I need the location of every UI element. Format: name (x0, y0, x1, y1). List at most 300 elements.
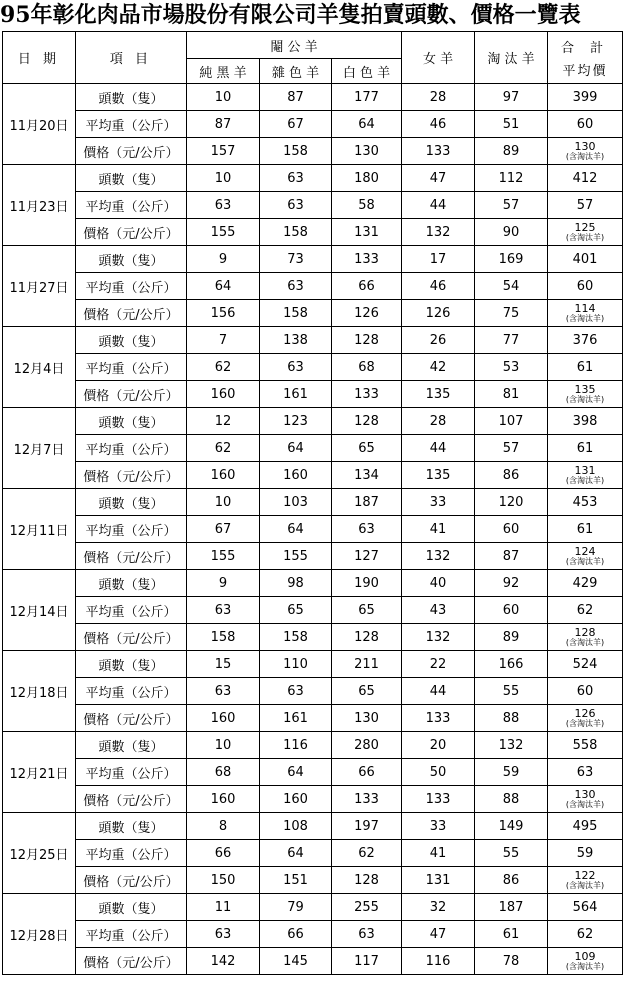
value-cell-white: 130 (332, 138, 402, 165)
average-price-value: 114 (574, 302, 596, 315)
item-label-cell: 價格（元/公斤） (76, 138, 187, 165)
value-cell-pure-black: 10 (187, 165, 260, 192)
value-cell-mixed-color: 108 (260, 813, 332, 840)
value-cell-mixed-color: 67 (260, 111, 332, 138)
value-cell-female: 133 (402, 786, 475, 813)
average-price-value: 135 (574, 383, 596, 396)
value-cell-female: 44 (402, 435, 475, 462)
average-price-note: (含淘汰羊) (565, 476, 605, 485)
item-label-cell: 價格（元/公斤） (76, 786, 187, 813)
item-label-cell: 平均重（公斤） (76, 354, 187, 381)
value-cell-total (548, 705, 623, 732)
item-label-cell: 頭數（隻） (76, 246, 187, 273)
value-cell-total: 63 (548, 759, 623, 786)
item-label-cell: 頭數（隻） (76, 327, 187, 354)
value-cell-total (548, 624, 623, 651)
table-row (3, 489, 623, 516)
table-row (3, 516, 623, 543)
value-cell-culled: 112 (475, 165, 548, 192)
item-label-cell: 價格（元/公斤） (76, 381, 187, 408)
value-cell-female: 20 (402, 732, 475, 759)
value-cell-total (548, 381, 623, 408)
value-cell-pure-black: 160 (187, 705, 260, 732)
value-cell-pure-black: 66 (187, 840, 260, 867)
value-cell-pure-black: 160 (187, 381, 260, 408)
value-cell-white: 128 (332, 624, 402, 651)
value-cell-white: 133 (332, 246, 402, 273)
value-cell-total: 429 (548, 570, 623, 597)
item-label-cell: 頭數（隻） (76, 489, 187, 516)
value-cell-mixed-color: 151 (260, 867, 332, 894)
average-price-value: 125 (574, 221, 596, 234)
value-cell-mixed-color: 63 (260, 273, 332, 300)
table-row (3, 894, 623, 921)
value-cell-pure-black: 10 (187, 84, 260, 111)
value-cell-culled: 87 (475, 543, 548, 570)
value-cell-mixed-color: 64 (260, 840, 332, 867)
average-price-note: (含淘汰羊) (565, 719, 605, 728)
value-cell-female: 133 (402, 705, 475, 732)
value-cell-culled: 120 (475, 489, 548, 516)
value-cell-white: 190 (332, 570, 402, 597)
item-label-cell: 頭數（隻） (76, 813, 187, 840)
table-row (3, 138, 623, 165)
value-cell-mixed-color: 158 (260, 300, 332, 327)
value-cell-female: 116 (402, 948, 475, 975)
value-cell-culled: 55 (475, 678, 548, 705)
value-cell-white: 134 (332, 462, 402, 489)
value-cell-white: 133 (332, 786, 402, 813)
value-cell-mixed-color: 64 (260, 516, 332, 543)
value-cell-total (548, 138, 623, 165)
value-cell-total: 495 (548, 813, 623, 840)
value-cell-culled: 187 (475, 894, 548, 921)
date-cell: 12月18日 (3, 651, 76, 732)
value-cell-female: 131 (402, 867, 475, 894)
value-cell-pure-black: 10 (187, 489, 260, 516)
header-pure-black: 純 黑 羊 (187, 59, 260, 84)
value-cell-mixed-color: 87 (260, 84, 332, 111)
value-cell-pure-black: 62 (187, 354, 260, 381)
item-label-cell: 價格（元/公斤） (76, 948, 187, 975)
value-cell-total: 376 (548, 327, 623, 354)
header-date: 日 期 (3, 32, 76, 84)
item-label-cell: 平均重（公斤） (76, 516, 187, 543)
value-cell-white: 130 (332, 705, 402, 732)
table-row (3, 327, 623, 354)
value-cell-culled: 97 (475, 84, 548, 111)
value-cell-female: 22 (402, 651, 475, 678)
item-label-cell: 頭數（隻） (76, 84, 187, 111)
item-label-cell: 平均重（公斤） (76, 273, 187, 300)
item-label-cell: 價格（元/公斤） (76, 705, 187, 732)
value-cell-pure-black: 9 (187, 246, 260, 273)
value-cell-culled: 60 (475, 516, 548, 543)
value-cell-female: 46 (402, 273, 475, 300)
value-cell-mixed-color: 63 (260, 165, 332, 192)
value-cell-culled: 88 (475, 705, 548, 732)
value-cell-female: 28 (402, 84, 475, 111)
value-cell-mixed-color: 160 (260, 786, 332, 813)
value-cell-total: 59 (548, 840, 623, 867)
value-cell-total (548, 867, 623, 894)
value-cell-pure-black: 150 (187, 867, 260, 894)
header-female: 女 羊 (402, 32, 475, 84)
date-cell: 12月28日 (3, 894, 76, 975)
table-row (3, 219, 623, 246)
value-cell-total: 453 (548, 489, 623, 516)
value-cell-mixed-color: 98 (260, 570, 332, 597)
value-cell-mixed-color: 158 (260, 138, 332, 165)
item-label-cell: 頭數（隻） (76, 408, 187, 435)
value-cell-culled: 75 (475, 300, 548, 327)
value-cell-culled: 51 (475, 111, 548, 138)
value-cell-pure-black: 160 (187, 462, 260, 489)
value-cell-total: 61 (548, 516, 623, 543)
item-label-cell: 平均重（公斤） (76, 192, 187, 219)
value-cell-white: 63 (332, 516, 402, 543)
value-cell-female: 17 (402, 246, 475, 273)
table-row (3, 624, 623, 651)
date-cell: 12月21日 (3, 732, 76, 813)
table-row (3, 408, 623, 435)
value-cell-mixed-color: 161 (260, 381, 332, 408)
table-row (3, 786, 623, 813)
average-price-note: (含淘汰羊) (565, 152, 605, 161)
value-cell-pure-black: 157 (187, 138, 260, 165)
value-cell-white: 180 (332, 165, 402, 192)
value-cell-culled: 92 (475, 570, 548, 597)
value-cell-white: 280 (332, 732, 402, 759)
value-cell-mixed-color: 73 (260, 246, 332, 273)
value-cell-culled: 59 (475, 759, 548, 786)
value-cell-total (548, 786, 623, 813)
table-row (3, 246, 623, 273)
value-cell-female: 126 (402, 300, 475, 327)
table-row (3, 705, 623, 732)
average-price-value: 130 (574, 788, 596, 801)
value-cell-white: 65 (332, 597, 402, 624)
value-cell-mixed-color: 110 (260, 651, 332, 678)
item-label-cell: 頭數（隻） (76, 570, 187, 597)
date-cell: 12月11日 (3, 489, 76, 570)
date-cell: 12月14日 (3, 570, 76, 651)
average-price-note: (含淘汰羊) (565, 557, 605, 566)
value-cell-white: 177 (332, 84, 402, 111)
table-row (3, 192, 623, 219)
value-cell-female: 44 (402, 192, 475, 219)
table-row (3, 948, 623, 975)
value-cell-culled: 90 (475, 219, 548, 246)
value-cell-white: 187 (332, 489, 402, 516)
average-price-note: (含淘汰羊) (565, 800, 605, 809)
value-cell-pure-black: 68 (187, 759, 260, 786)
value-cell-white: 197 (332, 813, 402, 840)
item-label-cell: 價格（元/公斤） (76, 219, 187, 246)
value-cell-white: 58 (332, 192, 402, 219)
value-cell-white: 66 (332, 759, 402, 786)
value-cell-culled: 78 (475, 948, 548, 975)
item-label-cell: 平均重（公斤） (76, 921, 187, 948)
value-cell-mixed-color: 160 (260, 462, 332, 489)
value-cell-female: 135 (402, 462, 475, 489)
table-row (3, 273, 623, 300)
value-cell-total: 60 (548, 111, 623, 138)
table-row (3, 111, 623, 138)
table-body (3, 84, 623, 975)
value-cell-pure-black: 156 (187, 300, 260, 327)
value-cell-female: 40 (402, 570, 475, 597)
value-cell-pure-black: 87 (187, 111, 260, 138)
table-row (3, 543, 623, 570)
value-cell-mixed-color: 155 (260, 543, 332, 570)
item-label-cell: 平均重（公斤） (76, 678, 187, 705)
value-cell-culled: 107 (475, 408, 548, 435)
value-cell-culled: 57 (475, 435, 548, 462)
table-row (3, 570, 623, 597)
value-cell-mixed-color: 64 (260, 759, 332, 786)
value-cell-culled: 132 (475, 732, 548, 759)
table-row (3, 435, 623, 462)
value-cell-pure-black: 67 (187, 516, 260, 543)
value-cell-total: 558 (548, 732, 623, 759)
value-cell-female: 42 (402, 354, 475, 381)
value-cell-white: 128 (332, 408, 402, 435)
value-cell-total: 62 (548, 597, 623, 624)
value-cell-mixed-color: 123 (260, 408, 332, 435)
value-cell-pure-black: 15 (187, 651, 260, 678)
value-cell-female: 46 (402, 111, 475, 138)
item-label-cell: 平均重（公斤） (76, 435, 187, 462)
average-price-value: 128 (574, 626, 596, 639)
value-cell-white: 128 (332, 867, 402, 894)
value-cell-female: 47 (402, 165, 475, 192)
value-cell-pure-black: 63 (187, 678, 260, 705)
value-cell-pure-black: 11 (187, 894, 260, 921)
value-cell-pure-black: 63 (187, 192, 260, 219)
value-cell-pure-black: 63 (187, 921, 260, 948)
value-cell-female: 50 (402, 759, 475, 786)
value-cell-culled: 77 (475, 327, 548, 354)
item-label-cell: 價格（元/公斤） (76, 867, 187, 894)
value-cell-pure-black: 10 (187, 732, 260, 759)
value-cell-female: 41 (402, 840, 475, 867)
value-cell-white: 64 (332, 111, 402, 138)
average-price-value: 126 (574, 707, 596, 720)
value-cell-white: 128 (332, 327, 402, 354)
date-cell: 12月4日 (3, 327, 76, 408)
value-cell-total (548, 219, 623, 246)
average-price-value: 122 (574, 869, 596, 882)
value-cell-mixed-color: 103 (260, 489, 332, 516)
table-row (3, 840, 623, 867)
average-price-value: 109 (574, 950, 596, 963)
value-cell-mixed-color: 161 (260, 705, 332, 732)
value-cell-culled: 169 (475, 246, 548, 273)
value-cell-female: 33 (402, 813, 475, 840)
value-cell-pure-black: 9 (187, 570, 260, 597)
value-cell-pure-black: 142 (187, 948, 260, 975)
value-cell-white: 133 (332, 381, 402, 408)
header-white: 白 色 羊 (332, 59, 402, 84)
average-price-note: (含淘汰羊) (565, 638, 605, 647)
value-cell-total: 399 (548, 84, 623, 111)
value-cell-pure-black: 7 (187, 327, 260, 354)
value-cell-total (548, 543, 623, 570)
item-label-cell: 價格（元/公斤） (76, 462, 187, 489)
value-cell-total: 401 (548, 246, 623, 273)
average-price-value: 130 (574, 140, 596, 153)
value-cell-white: 117 (332, 948, 402, 975)
item-label-cell: 頭數（隻） (76, 165, 187, 192)
value-cell-total: 61 (548, 354, 623, 381)
value-cell-culled: 149 (475, 813, 548, 840)
value-cell-culled: 86 (475, 867, 548, 894)
value-cell-culled: 55 (475, 840, 548, 867)
value-cell-total: 524 (548, 651, 623, 678)
value-cell-pure-black: 155 (187, 219, 260, 246)
header-mixed-color: 雜 色 羊 (260, 59, 332, 84)
value-cell-pure-black: 12 (187, 408, 260, 435)
header-culled: 淘 汰 羊 (475, 32, 548, 84)
table-row (3, 84, 623, 111)
value-cell-pure-black: 64 (187, 273, 260, 300)
table-row (3, 462, 623, 489)
value-cell-white: 65 (332, 678, 402, 705)
value-cell-female: 132 (402, 543, 475, 570)
value-cell-total: 564 (548, 894, 623, 921)
average-price-note: (含淘汰羊) (565, 314, 605, 323)
value-cell-mixed-color: 64 (260, 435, 332, 462)
table-row (3, 921, 623, 948)
value-cell-female: 32 (402, 894, 475, 921)
value-cell-white: 127 (332, 543, 402, 570)
average-price-value: 131 (574, 464, 596, 477)
value-cell-culled: 89 (475, 624, 548, 651)
value-cell-mixed-color: 158 (260, 624, 332, 651)
value-cell-total (548, 948, 623, 975)
value-cell-mixed-color: 116 (260, 732, 332, 759)
table-row (3, 759, 623, 786)
average-price-value: 124 (574, 545, 596, 558)
header-male-group: 閹 公 羊 (187, 32, 402, 59)
value-cell-pure-black: 160 (187, 786, 260, 813)
value-cell-culled: 166 (475, 651, 548, 678)
date-cell: 12月25日 (3, 813, 76, 894)
item-label-cell: 平均重（公斤） (76, 111, 187, 138)
value-cell-pure-black: 158 (187, 624, 260, 651)
value-cell-total: 61 (548, 435, 623, 462)
header-total-line1: 合 計 (560, 40, 610, 56)
value-cell-mixed-color: 65 (260, 597, 332, 624)
page-title: 95年彰化肉品市場股份有限公司羊隻拍賣頭數、價格一覽表 (0, 2, 581, 28)
date-cell: 12月7日 (3, 408, 76, 489)
date-cell: 11月27日 (3, 246, 76, 327)
value-cell-female: 47 (402, 921, 475, 948)
table-row (3, 732, 623, 759)
header-total (548, 32, 623, 84)
value-cell-female: 132 (402, 624, 475, 651)
value-cell-pure-black: 62 (187, 435, 260, 462)
value-cell-culled: 60 (475, 597, 548, 624)
value-cell-total (548, 462, 623, 489)
value-cell-pure-black: 8 (187, 813, 260, 840)
average-price-note: (含淘汰羊) (565, 881, 605, 890)
value-cell-total (548, 300, 623, 327)
header-item: 項 目 (76, 32, 187, 84)
item-label-cell: 頭數（隻） (76, 732, 187, 759)
date-cell: 11月20日 (3, 84, 76, 165)
value-cell-white: 65 (332, 435, 402, 462)
table-row (3, 651, 623, 678)
value-cell-mixed-color: 63 (260, 354, 332, 381)
value-cell-female: 28 (402, 408, 475, 435)
value-cell-pure-black: 155 (187, 543, 260, 570)
item-label-cell: 平均重（公斤） (76, 597, 187, 624)
value-cell-total: 62 (548, 921, 623, 948)
table-row (3, 597, 623, 624)
value-cell-culled: 86 (475, 462, 548, 489)
item-label-cell: 頭數（隻） (76, 651, 187, 678)
date-cell: 11月23日 (3, 165, 76, 246)
value-cell-pure-black: 63 (187, 597, 260, 624)
value-cell-white: 62 (332, 840, 402, 867)
value-cell-total: 57 (548, 192, 623, 219)
table-row (3, 354, 623, 381)
item-label-cell: 價格（元/公斤） (76, 300, 187, 327)
value-cell-female: 132 (402, 219, 475, 246)
value-cell-total: 398 (548, 408, 623, 435)
item-label-cell: 價格（元/公斤） (76, 624, 187, 651)
value-cell-mixed-color: 63 (260, 678, 332, 705)
value-cell-culled: 81 (475, 381, 548, 408)
value-cell-mixed-color: 158 (260, 219, 332, 246)
table-row (3, 381, 623, 408)
table-header (3, 32, 623, 84)
value-cell-white: 63 (332, 921, 402, 948)
average-price-note: (含淘汰羊) (565, 395, 605, 404)
table-row (3, 867, 623, 894)
value-cell-mixed-color: 145 (260, 948, 332, 975)
value-cell-white: 255 (332, 894, 402, 921)
value-cell-female: 44 (402, 678, 475, 705)
item-label-cell: 價格（元/公斤） (76, 543, 187, 570)
average-price-note: (含淘汰羊) (565, 233, 605, 242)
value-cell-female: 133 (402, 138, 475, 165)
value-cell-female: 135 (402, 381, 475, 408)
value-cell-female: 43 (402, 597, 475, 624)
table-row (3, 813, 623, 840)
value-cell-culled: 61 (475, 921, 548, 948)
value-cell-female: 33 (402, 489, 475, 516)
table-row (3, 678, 623, 705)
value-cell-white: 211 (332, 651, 402, 678)
item-label-cell: 平均重（公斤） (76, 840, 187, 867)
value-cell-total: 60 (548, 273, 623, 300)
value-cell-total: 412 (548, 165, 623, 192)
value-cell-mixed-color: 138 (260, 327, 332, 354)
item-label-cell: 頭數（隻） (76, 894, 187, 921)
table-row (3, 165, 623, 192)
average-price-note: (含淘汰羊) (565, 962, 605, 971)
value-cell-mixed-color: 79 (260, 894, 332, 921)
value-cell-white: 68 (332, 354, 402, 381)
value-cell-white: 131 (332, 219, 402, 246)
price-table (2, 31, 623, 975)
value-cell-culled: 57 (475, 192, 548, 219)
table-row (3, 300, 623, 327)
value-cell-culled: 54 (475, 273, 548, 300)
